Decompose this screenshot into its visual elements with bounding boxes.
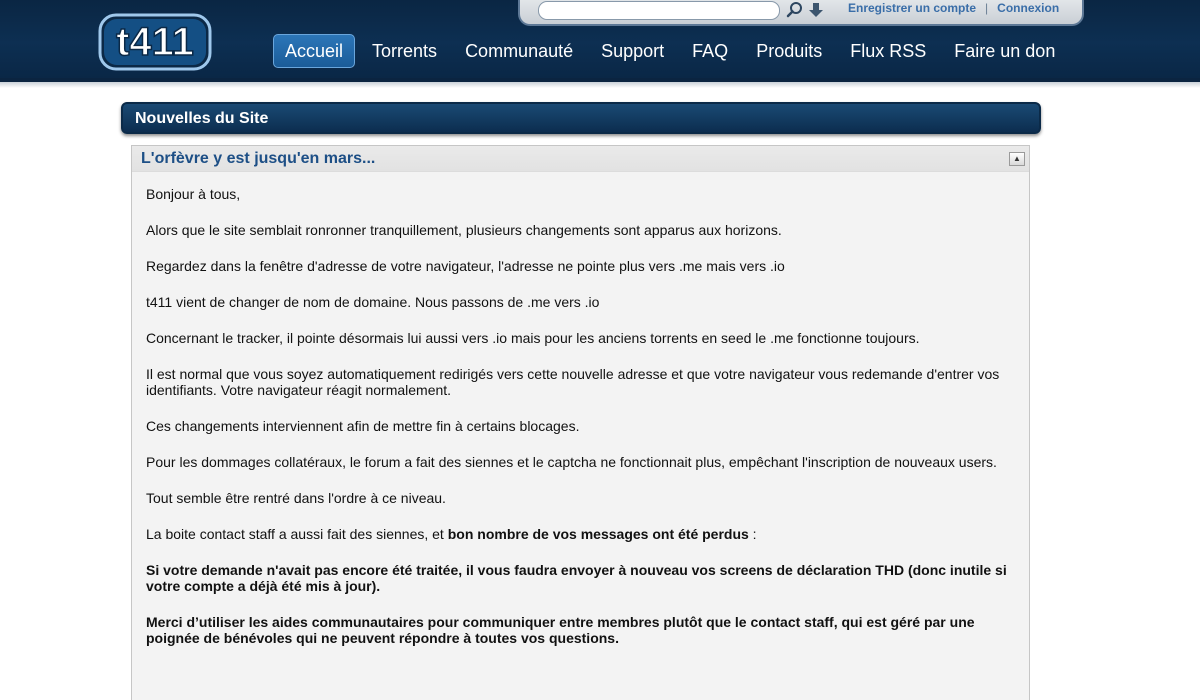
news-paragraph-mixed <box>146 526 1016 542</box>
register-link[interactable]: Enregistrer un compte <box>848 1 977 15</box>
section-title: Nouvelles du Site <box>135 110 269 127</box>
news-paragraph: Tout semble être rentré dans l'ordre à ce niveau. <box>146 490 446 506</box>
t411-logo[interactable] <box>96 10 214 72</box>
news-body <box>146 186 1016 666</box>
news-paragraph: Bonjour à tous, <box>146 186 241 202</box>
search-box <box>538 1 780 20</box>
news-paragraph: Ces changements interviennent afin de mettre fin à certains blocages. <box>146 418 580 434</box>
news-paragraph-bold <box>146 614 1016 646</box>
site-header <box>0 0 1200 82</box>
news-title: L'orfèvre y est jusqu'en mars... <box>141 150 376 167</box>
nav-communaute[interactable]: Communauté <box>465 41 574 61</box>
news-paragraph: Regardez dans la fenêtre d'adresse de votre navigateur, l'adresse ne pointe plus vers .me mais vers .io <box>146 258 785 274</box>
section-header <box>121 102 1041 134</box>
nav-accueil[interactable]: Accueil <box>273 34 355 68</box>
news-paragraph: Concernant le tracker, il pointe désormais lui aussi vers .io mais pour les anciens torrents en seed le .me fonctionne toujours. <box>146 330 920 346</box>
nav-flux-rss[interactable]: Flux RSS <box>850 41 927 61</box>
nav-torrents[interactable]: Torrents <box>372 41 438 61</box>
arrow-down-icon[interactable] <box>808 1 824 19</box>
search-input[interactable] <box>539 3 779 20</box>
search-icon[interactable] <box>786 1 804 19</box>
news-paragraph-bold <box>146 562 1016 594</box>
mixed-normal-text: La boite contact staff a aussi fait des siennes, et <box>146 526 448 542</box>
nav-faire-un-don[interactable]: Faire un don <box>954 41 1056 61</box>
news-article <box>131 145 1030 700</box>
triangle-up-icon: ▲ <box>1013 154 1021 163</box>
mixed-bold-text: bon nombre de vos messages ont été perdus <box>447 526 749 542</box>
bold-text: Merci d’utiliser les aides communautaires pour communiquer entre membres plutôt que le contact staff, qui est géré par une poignée de bénévoles qui ne peuvent répondre à toutes vos questions. <box>146 614 975 646</box>
header-shadow <box>0 82 1200 88</box>
news-paragraph: Il est normal que vous soyez automatiquement redirigés vers cette nouvelle adresse et que votre navigateur vous redemande d'entrer vos identifiants. Votre navigateur réagit normalement. <box>146 366 1000 398</box>
news-paragraph: Pour les dommages collatéraux, le forum a fait des siennes et le captcha ne fonctionnait plus, empêchant l'inscription de nouveaux users. <box>146 454 997 470</box>
login-link[interactable]: Connexion <box>997 1 1060 15</box>
links-separator: | <box>985 1 989 15</box>
nav-support[interactable]: Support <box>601 41 665 61</box>
collapse-button[interactable] <box>1009 152 1025 166</box>
news-paragraph: t411 vient de changer de nom de domaine. Nous passons de .me vers .io <box>146 294 600 310</box>
news-header <box>132 146 1029 172</box>
news-paragraph: Alors que le site semblait ronronner tranquillement, plusieurs changements sont apparus aux horizons. <box>146 222 782 238</box>
logo-text: t411 <box>116 20 194 64</box>
account-links <box>848 1 1059 15</box>
account-panel <box>518 0 1084 26</box>
nav-faq[interactable]: FAQ <box>692 41 729 61</box>
mixed-suffix-text: : <box>748 526 757 542</box>
main-nav <box>273 34 1072 68</box>
nav-produits[interactable]: Produits <box>756 41 823 61</box>
bold-text: Si votre demande n'avait pas encore été traitée, il vous faudra envoyer à nouveau vos screens de déclaration THD (donc inutile si votre compte a déjà été mis à jour). <box>146 562 1007 594</box>
